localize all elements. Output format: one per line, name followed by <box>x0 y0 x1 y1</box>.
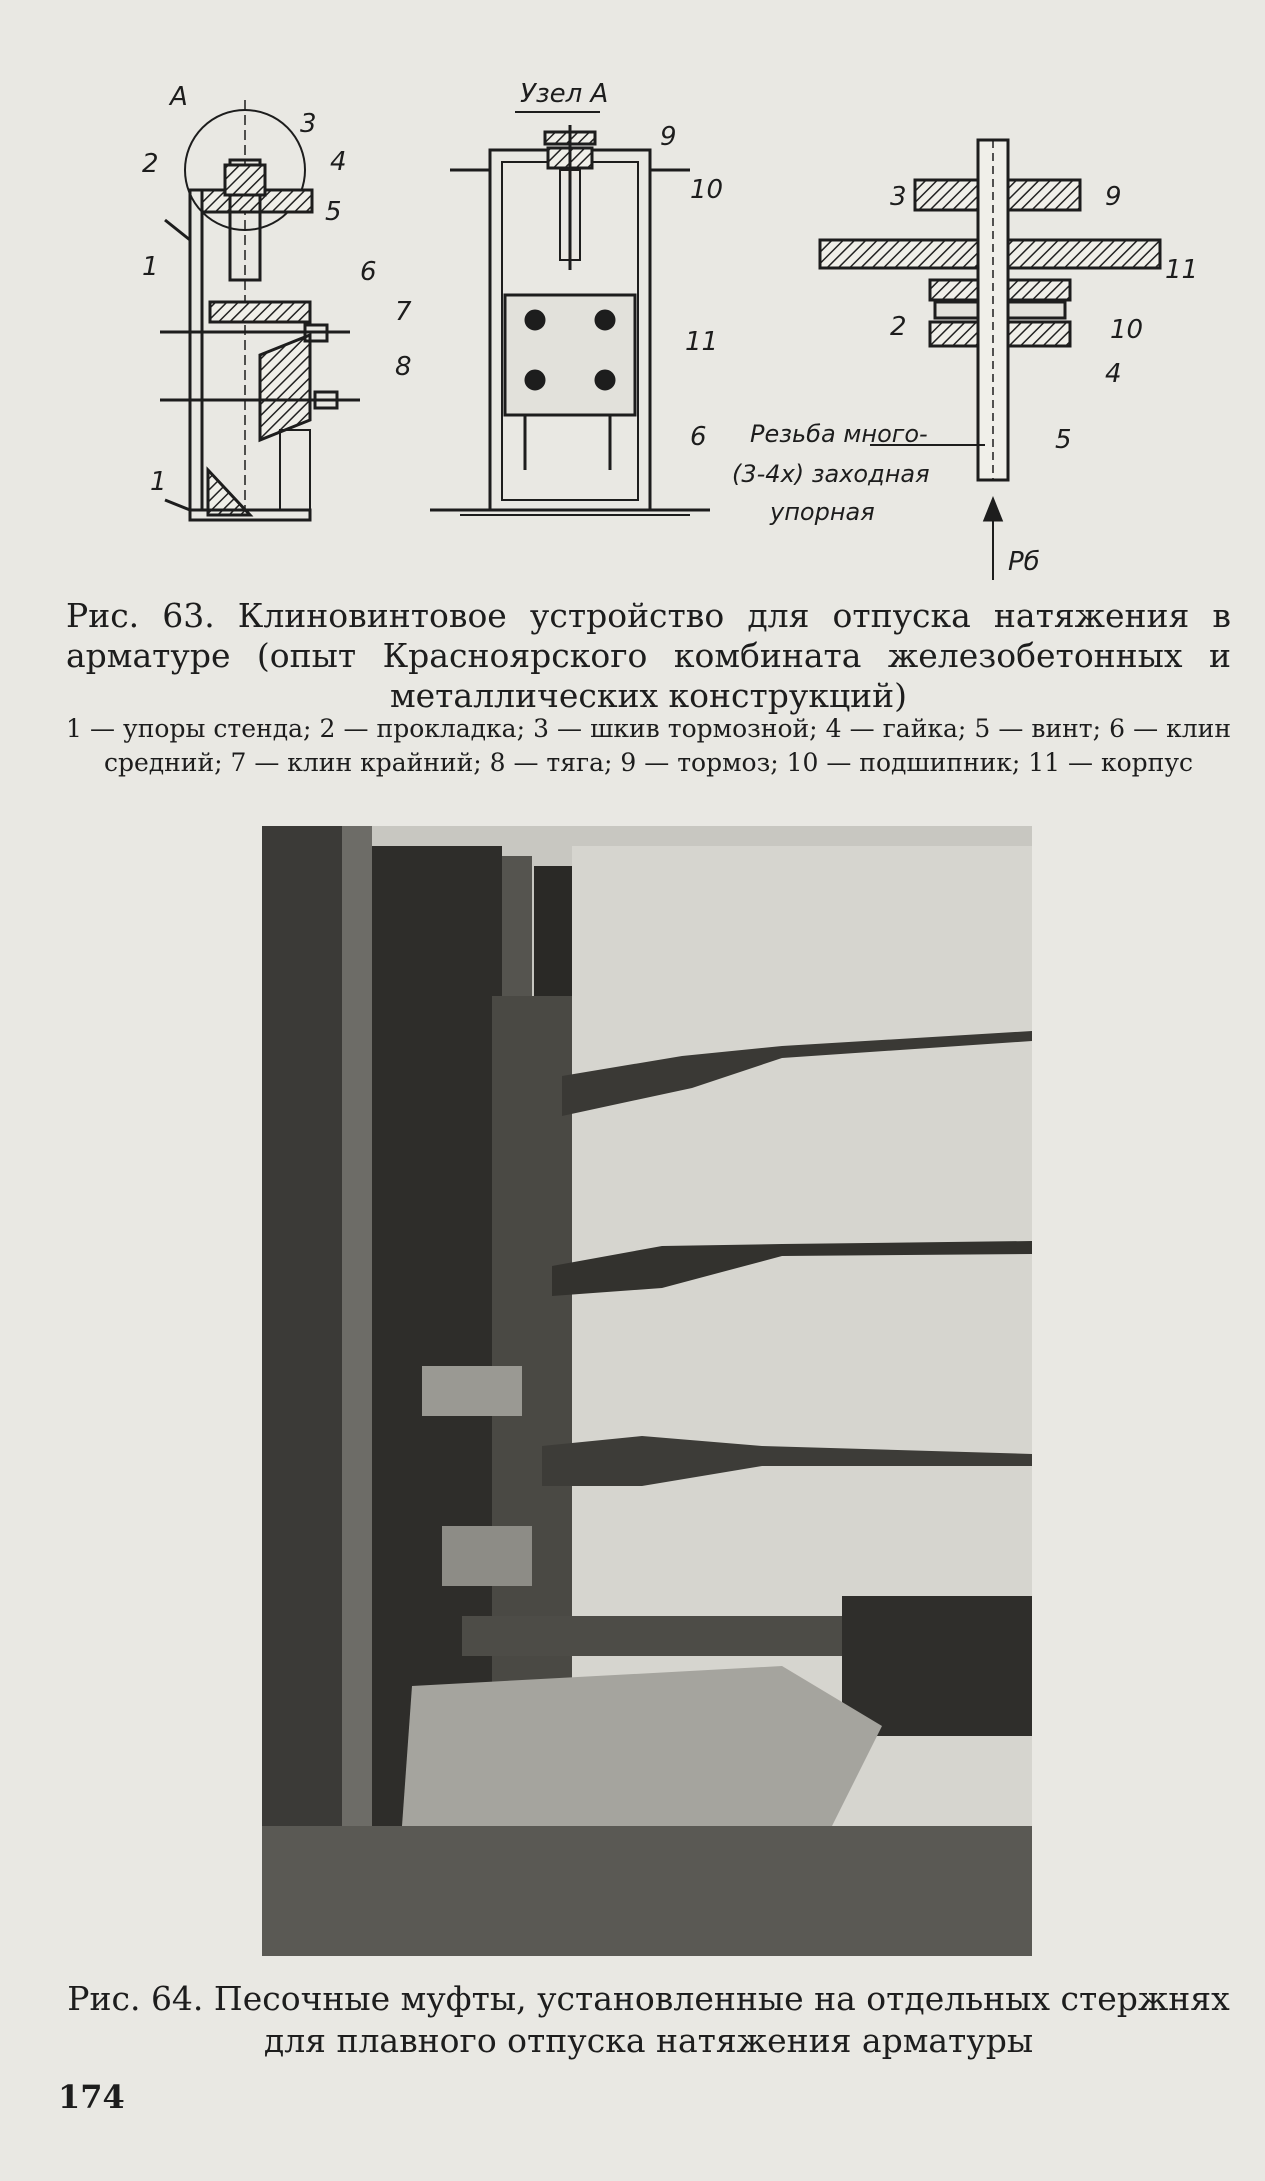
figure-63-drawing <box>130 70 1210 590</box>
force-label: Pб <box>1008 547 1040 577</box>
figure-63-legend: 1 — упоры стенда; 2 — прокладка; 3 — шкив тормозной; 4 — гайка; 5 — винт; 6 — клин средний; 7 — клин крайний; 8 — тяга; 9 — тормоз; 10 — подшипник; 11 — корпус <box>66 714 1231 777</box>
figure-63-caption: Рис. 63. Клиновинтовое устройство для отпуска натяжения в арматуре (опыт Красноярского комбината железобетонных и металлических конструкций) <box>66 596 1231 715</box>
label-10-right: 10 <box>1110 315 1144 345</box>
label-11-right: 11 <box>1165 255 1199 285</box>
label-5: 5 <box>325 197 342 227</box>
label-8: 8 <box>395 352 412 382</box>
label-3-right: 3 <box>890 182 907 212</box>
label-5-right: 5 <box>1055 425 1072 455</box>
label-9-right: 9 <box>1105 182 1122 212</box>
label-6: 6 <box>360 257 377 287</box>
figure-64-caption <box>66 1978 1231 2062</box>
label-10-mid: 10 <box>690 175 724 205</box>
middle-view <box>430 125 710 515</box>
figure-64-caption-line2: для плавного отпуска натяжения арматуры <box>263 2021 1034 2060</box>
thread-note-line3: упорная <box>770 498 875 526</box>
figure-64-photo <box>262 826 1032 1956</box>
label-1-bottom: 1 <box>150 467 167 497</box>
label-2-right: 2 <box>890 312 907 342</box>
middle-view-title: Узел А <box>520 79 609 109</box>
label-6-mid: 6 <box>690 422 707 452</box>
figure-64-caption-line1: Рис. 64. Песочные муфты, установленные на отдельных стержнях <box>67 1979 1230 2018</box>
label-3: 3 <box>300 109 317 139</box>
label-9-mid: 9 <box>660 122 677 152</box>
label-7: 7 <box>395 297 412 327</box>
thread-note-line2: (3-4х) заходная <box>732 460 930 488</box>
label-4-right: 4 <box>1105 359 1122 389</box>
label-11-mid: 11 <box>685 327 719 357</box>
label-A: А <box>170 82 188 112</box>
page-number: 174 <box>58 2078 125 2116</box>
label-1-top: 1 <box>142 252 159 282</box>
thread-note-line1: Резьба много- <box>750 420 928 448</box>
label-2: 2 <box>142 149 159 179</box>
label-4: 4 <box>330 147 347 177</box>
